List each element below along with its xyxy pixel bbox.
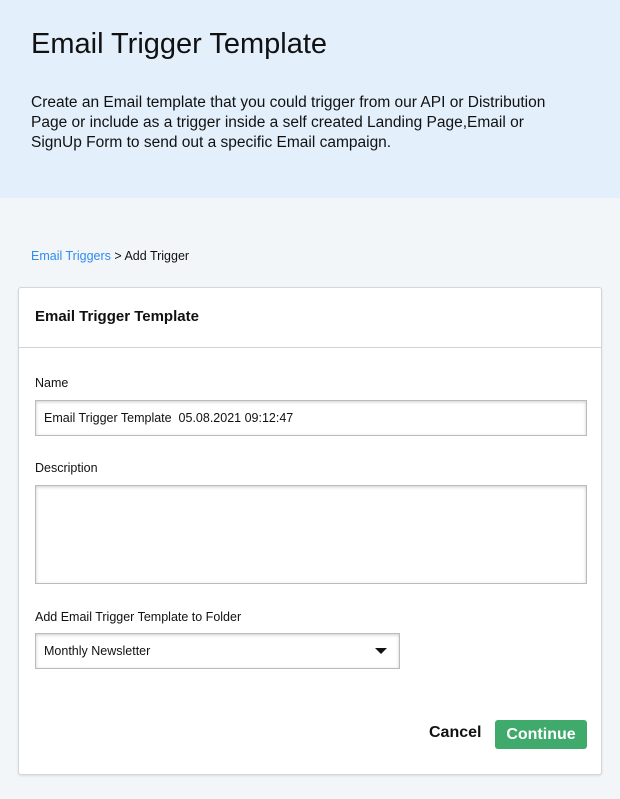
- breadcrumb-current: Add Trigger: [124, 249, 190, 263]
- description-textarea[interactable]: [35, 485, 587, 584]
- folder-select-value: Monthly Newsletter: [44, 644, 151, 658]
- page-title: Email Trigger Template: [31, 28, 328, 60]
- breadcrumb-separator: >: [110, 249, 125, 263]
- page-header: [0, 0, 620, 198]
- page-description: Create an Email template that you could trigger from our API or Distribution Page or include as a trigger inside a self created Landing Page,Email or SignUp Form to send out a specific Email campaign.: [31, 94, 546, 151]
- folder-label: Add Email Trigger Template to Folder: [35, 610, 242, 624]
- folder-select[interactable]: [35, 633, 400, 669]
- breadcrumb: [31, 249, 189, 263]
- name-label: Name: [35, 376, 69, 390]
- cancel-button[interactable]: Cancel: [429, 724, 482, 741]
- trigger-form-card: [18, 287, 602, 775]
- card-title: Email Trigger Template: [19, 288, 601, 348]
- breadcrumb-email-triggers[interactable]: Email Triggers: [31, 249, 111, 263]
- continue-button[interactable]: Continue: [495, 720, 587, 749]
- name-input[interactable]: Email Trigger Template 05.08.2021 09:12:47: [35, 400, 587, 436]
- chevron-down-icon: [375, 648, 387, 654]
- description-label: Description: [35, 461, 98, 475]
